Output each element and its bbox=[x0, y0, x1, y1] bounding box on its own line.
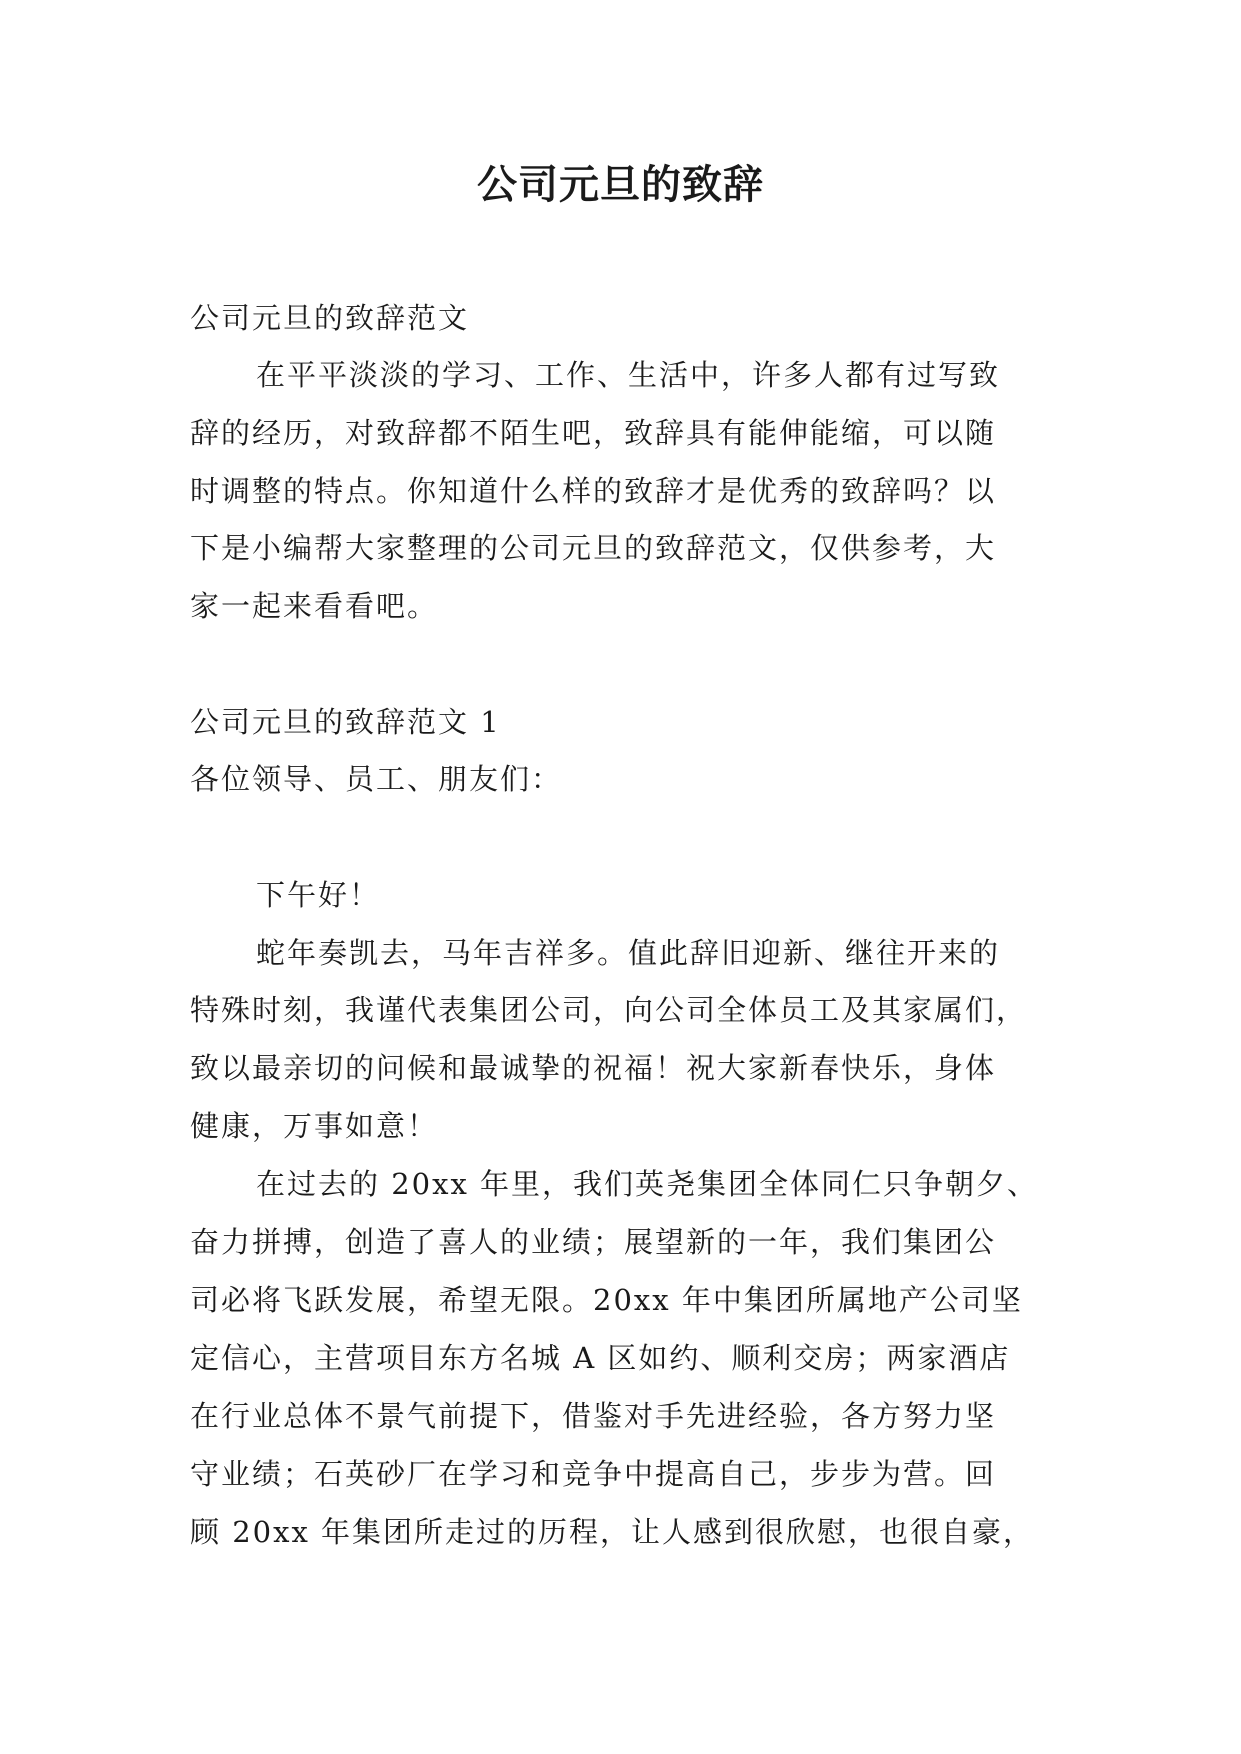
paragraph-line: 在过去的 20xx 年里，我们英尧集团全体同仁只争朝夕、 bbox=[256, 1167, 1039, 1201]
intro-line: 辞的经历，对致辞都不陌生吧，致辞具有能伸能缩，可以随 bbox=[190, 416, 997, 450]
intro-line: 下是小编帮大家整理的公司元旦的致辞范文，仅供参考，大 bbox=[190, 531, 997, 565]
paragraph-line: 定信心，主营项目东方名城 A 区如约、顺利交房；两家酒店 bbox=[190, 1341, 1011, 1375]
paragraph-line: 蛇年奏凯去，马年吉祥多。值此辞旧迎新、继往开来的 bbox=[256, 936, 1001, 970]
document-title: 公司元旦的致辞 bbox=[477, 162, 764, 208]
paragraph-line: 奋力拼搏，创造了喜人的业绩；展望新的一年，我们集团公 bbox=[190, 1225, 997, 1259]
paragraph-line: 守业绩；石英砂厂在学习和竞争中提高自己，步步为营。回 bbox=[190, 1457, 997, 1491]
paragraph-line: 致以最亲切的问候和最诚挚的祝福！祝大家新春快乐，身体 bbox=[190, 1051, 997, 1085]
subtitle: 公司元旦的致辞范文 bbox=[190, 301, 470, 335]
greeting: 下午好！ bbox=[256, 878, 381, 912]
paragraph-line: 在行业总体不景气前提下，借鉴对手先进经验，各方努力坚 bbox=[190, 1399, 997, 1433]
intro-line: 家一起来看看吧。 bbox=[190, 589, 439, 623]
paragraph-line: 健康，万事如意！ bbox=[190, 1109, 439, 1143]
section-heading: 公司元旦的致辞范文 1 bbox=[190, 705, 501, 739]
paragraph-line: 顾 20xx 年集团所走过的历程，让人感到很欣慰，也很自豪， bbox=[190, 1515, 1035, 1549]
paragraph-line: 司必将飞跃发展，希望无限。20xx 年中集团所属地产公司坚 bbox=[190, 1283, 1023, 1317]
salutation: 各位领导、员工、朋友们： bbox=[190, 762, 563, 796]
paragraph-line: 特殊时刻，我谨代表集团公司，向公司全体员工及其家属们， bbox=[190, 993, 1028, 1027]
intro-line: 时调整的特点。你知道什么样的致辞才是优秀的致辞吗？以 bbox=[190, 474, 997, 508]
intro-line: 在平平淡淡的学习、工作、生活中，许多人都有过写致 bbox=[256, 358, 1001, 392]
